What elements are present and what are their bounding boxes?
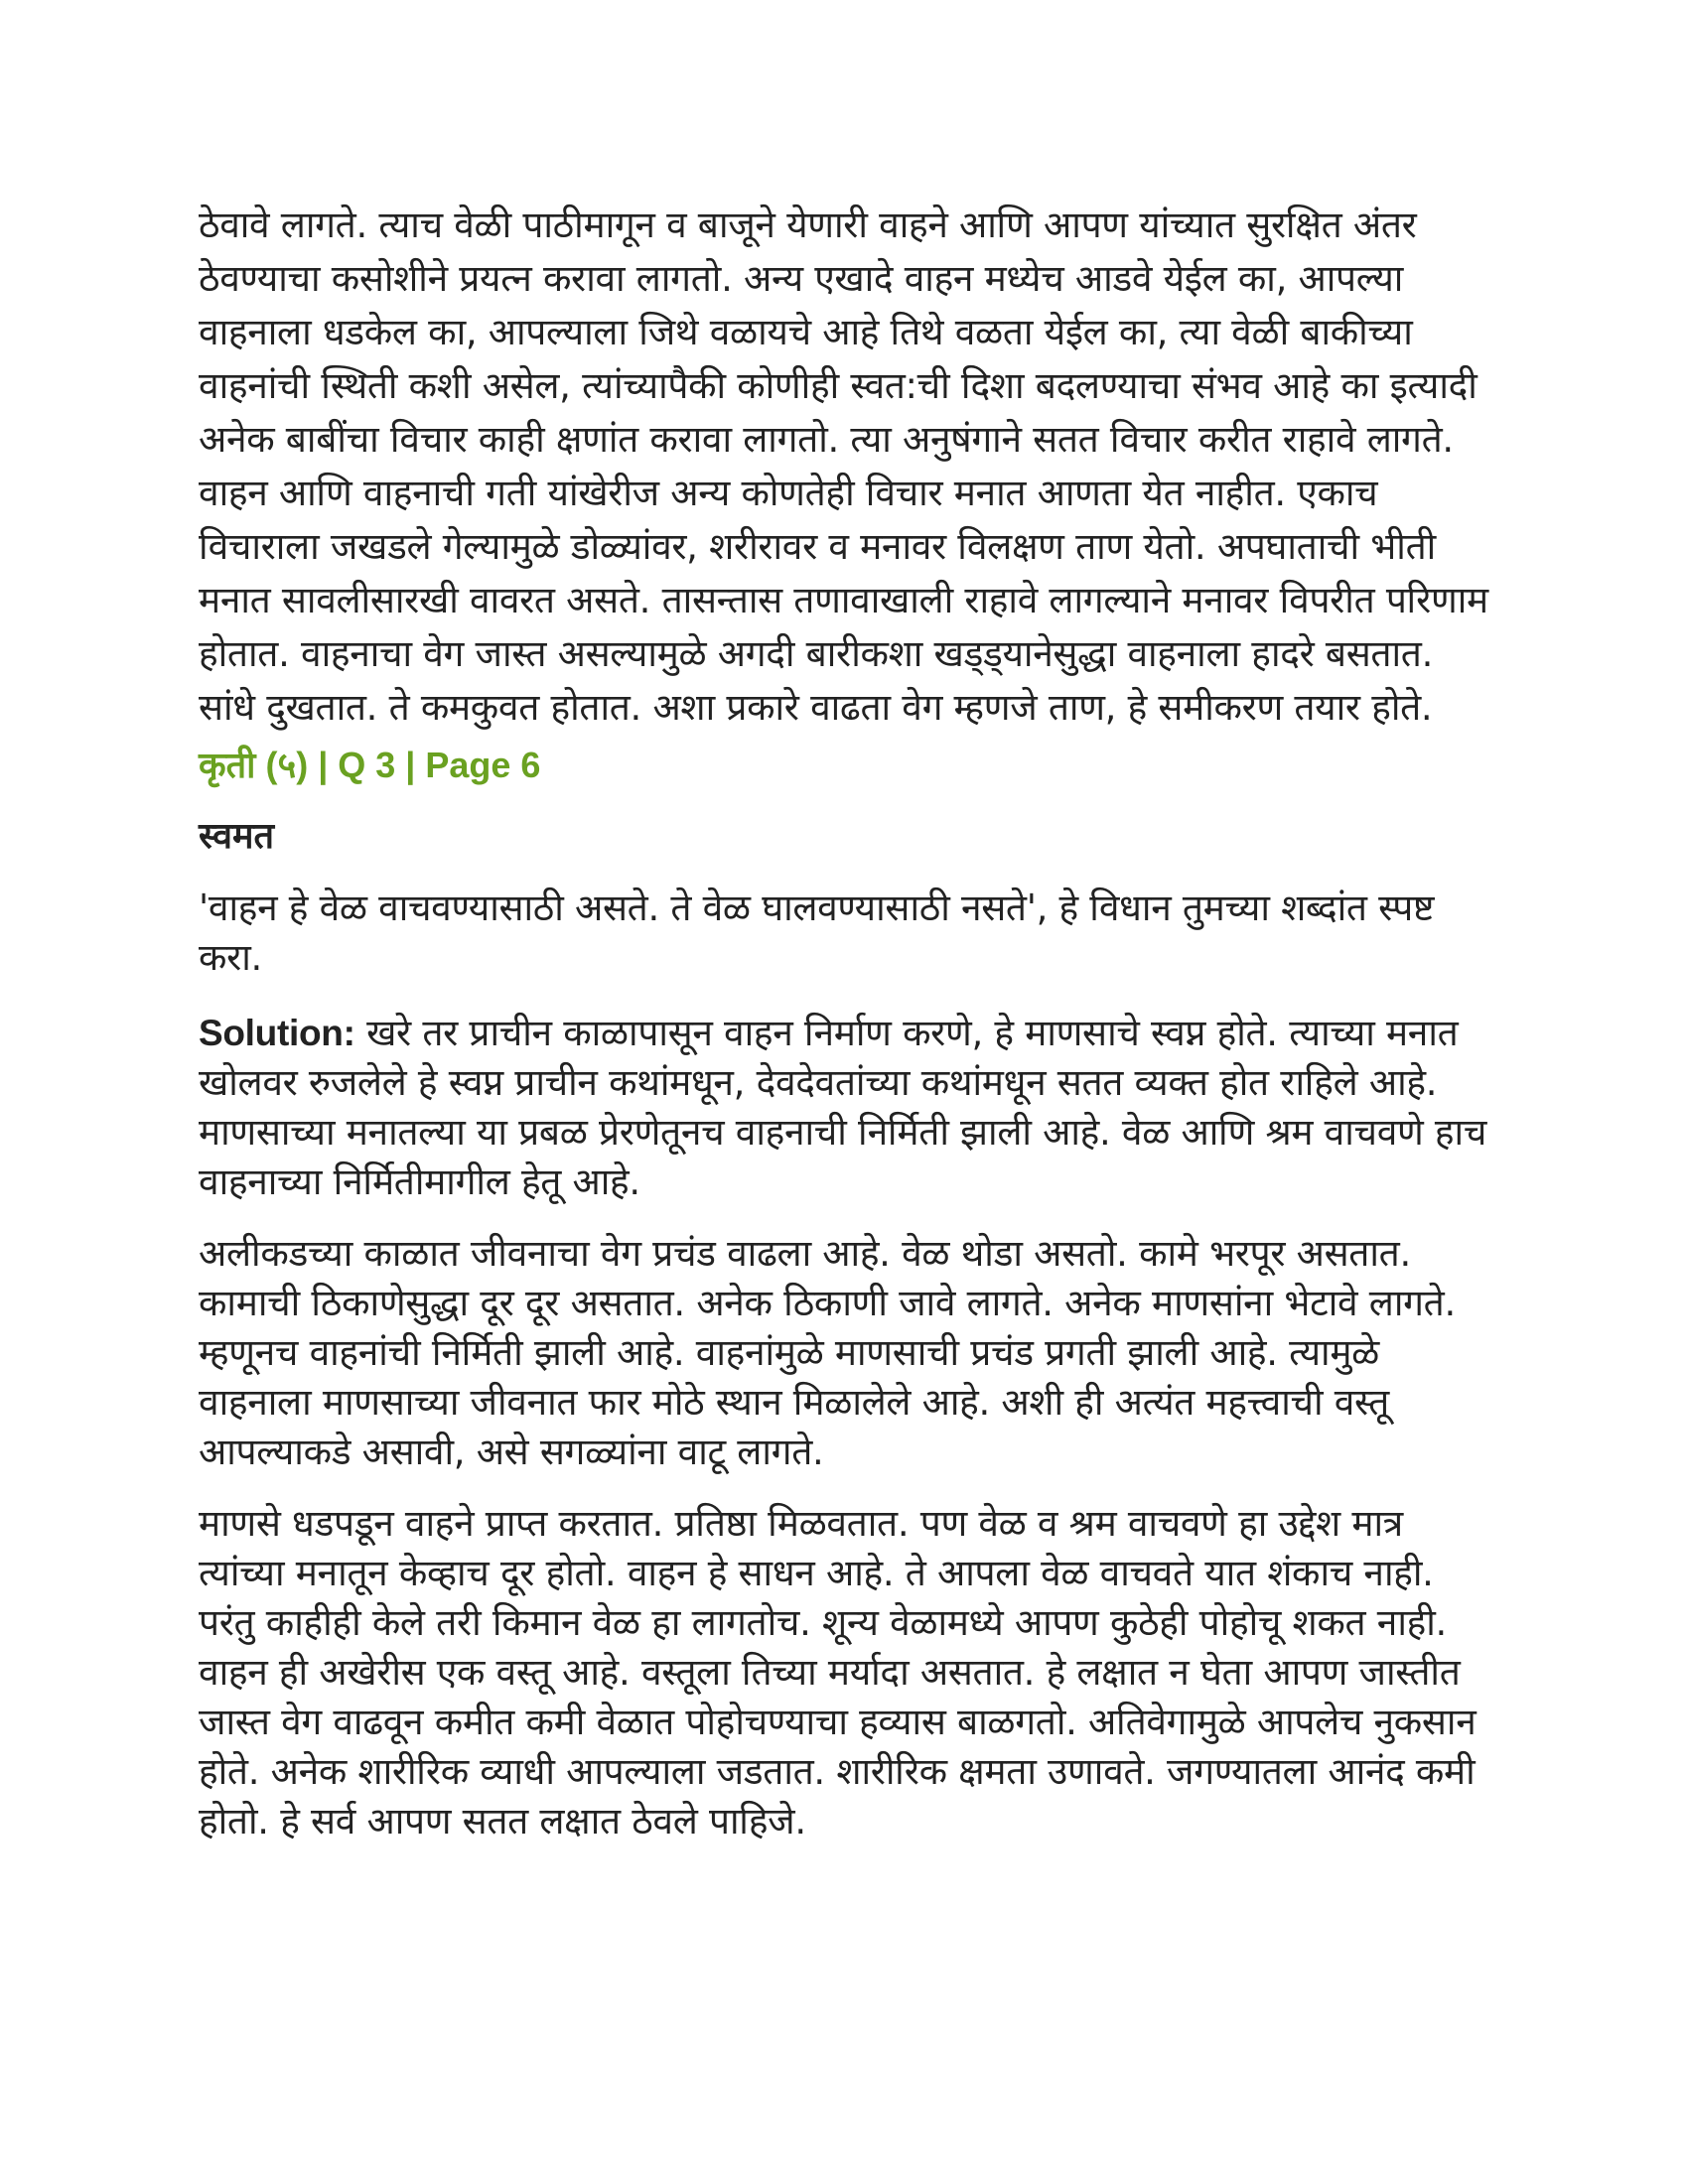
solution-paragraph-1	[199, 1009, 1489, 1207]
solution-label: Solution:	[199, 1013, 355, 1053]
question-reference-link[interactable]: कृती (५) | Q 3 | Page 6	[199, 745, 541, 785]
solution-paragraph-3: माणसे धडपडून वाहने प्राप्त करतात. प्रतिष्ठा मिळवतात. पण वेळ व श्रम वाचवणे हा उद्देश मात्र त्यांच्या मनातून केव्हाच दूर होतो. वाहन हे साधन आहे. ते आपला वेळ वाचवते यात शंकाच नाही. परंतु काहीही केले तरी किमान वेळ हा लागतोच. शून्य वेळामध्ये आपण कुठेही पोहोचू शकत नाही. वाहन ही अखेरीस एक वस्तू आहे. वस्तूला तिच्या मर्यादा असतात. हे लक्षात न घेता आपण जास्तीत जास्त वेग वाढवून कमीत कमी वेळात पोहोचण्याचा हव्यास बाळगतो. अतिवेगामुळे आपलेच नुकसान होते. अनेक शारीरिक व्याधी आपल्याला जडतात. शारीरिक क्षमता उणावते. जगण्यातला आनंद कमी होतो. हे सर्व आपण सतत लक्षात ठेवले पाहिजे.	[199, 1502, 1477, 1843]
solution-text-1: खरे तर प्राचीन काळापासून वाहन निर्माण करणे, हे माणसाचे स्वप्न होते. त्याच्या मनात खोलवर रुजलेले हे स्वप्न प्राचीन कथांमधून, देवदेवतांच्या कथांमधून सतत व्यक्त होत राहिले आहे. माणसाच्या मनातल्या या प्रबळ प्रेरणेतूनच वाहनाची निर्मिती झाली आहे. वेळ आणि श्रम वाचवणे हाच वाहनाच्या निर्मितीमागील हेतू आहे.	[199, 1012, 1487, 1203]
section-heading: स्वमत	[199, 816, 275, 857]
document-page	[199, 199, 1489, 1868]
intro-paragraph: ठेवावे लागते. त्याच वेळी पाठीमागून व बाजूने येणारी वाहने आणि आपण यांच्यात सुरक्षित अंतर ठेवण्याचा कसोशीने प्रयत्न करावा लागतो. अन्य एखादे वाहन मध्येच आडवे येईल का, आपल्या वाहनाला धडकेल का, आपल्याला जिथे वळायचे आहे तिथे वळता येईल का, त्या वेळी बाकीच्या वाहनांची स्थिती कशी असेल, त्यांच्यापैकी कोणीही स्वत:ची दिशा बदलण्याचा संभव आहे का इत्यादी अनेक बाबींचा विचार काही क्षणांत करावा लागतो. त्या अनुषंगाने सतत विचार करीत राहावे लागते. वाहन आणि वाहनाची गती यांखेरीज अन्य कोणतेही विचार मनात आणता येत नाहीत. एकाच विचाराला जखडले गेल्यामुळे डोळ्यांवर, शरीरावर व मनावर विलक्षण ताण येतो. अपघाताची भीती मनात सावलीसारखी वावरत असते. तासन्तास तणावाखाली राहावे लागल्याने मनावर विपरीत परिणाम होतात. वाहनाचा वेग जास्त असल्यामुळे अगदी बारीकशा खड्ड्यानेसुद्धा वाहनाला हादरे बसतात. सांधे दुखतात. ते कमकुवत होतात. अशा प्रकारे वाढता वेग म्हणजे ताण, हे समीकरण तयार होते.	[199, 204, 1488, 729]
question-text: 'वाहन हे वेळ वाचवण्यासाठी असते. ते वेळ घालवण्यासाठी नसते', हे विधान तुमच्या शब्दांत स्पष्ट करा.	[199, 887, 1435, 979]
solution-paragraph-2: अलीकडच्या काळात जीवनाचा वेग प्रचंड वाढला आहे. वेळ थोडा असतो. कामे भरपूर असतात. कामाची ठिकाणेसुद्धा दूर दूर असतात. अनेक ठिकाणी जावे लागते. अनेक माणसांना भेटावे लागते. म्हणूनच वाहनांची निर्मिती झाली आहे. वाहनांमुळे माणसाची प्रचंड प्रगती झाली आहे. त्यामुळे वाहनाला माणसाच्या जीवनात फार मोठे स्थान मिळालेले आहे. अशी ही अत्यंत महत्त्वाची वस्तू आपल्याकडे असावी, असे सगळ्यांना वाटू लागते.	[199, 1232, 1456, 1473]
